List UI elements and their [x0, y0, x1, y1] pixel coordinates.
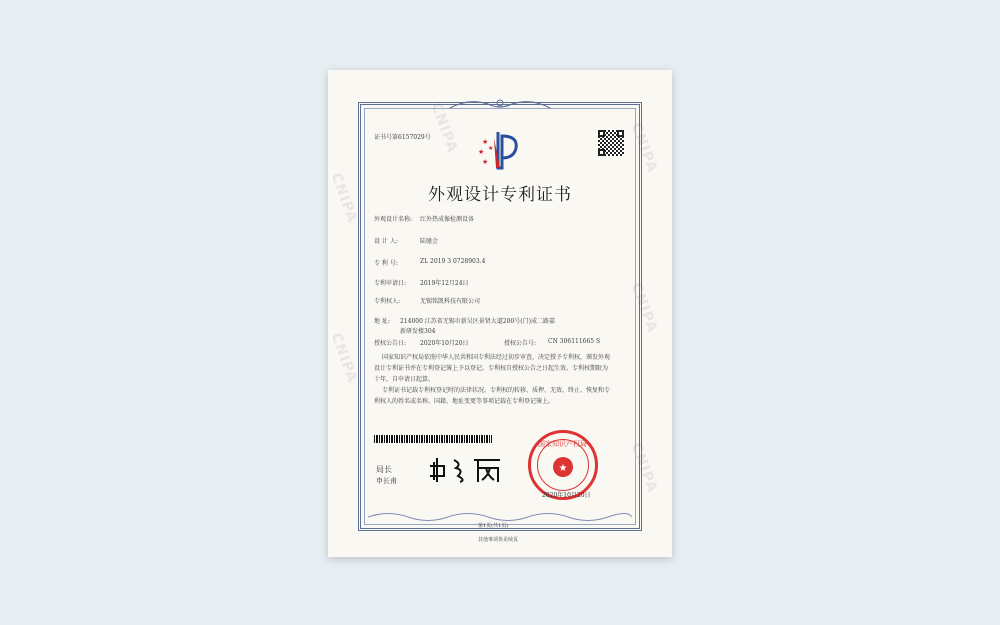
- watermark: CNIPA: [328, 170, 361, 226]
- certificate-number: 证书号第6157029号: [374, 134, 431, 141]
- body-line: 国家知识产权局依照中华人民共和国专利法经过初步审查，决定授予专利权，颁发外观: [382, 354, 611, 361]
- footer-note: 其他事项参见续页: [478, 537, 519, 543]
- svg-text:★: ★: [558, 463, 568, 474]
- field-label: 外观设计名称:: [374, 216, 413, 223]
- field-label: 专 利 号:: [374, 260, 398, 267]
- body-line: 利权人的姓名或名称、国籍、地址变更等事项记载在专利登记簿上。: [374, 398, 555, 405]
- seal-text: 国家知识产权局: [538, 440, 587, 448]
- field-value: ZL 2019 3 0728903.4: [420, 258, 486, 265]
- field-value: 2020年10月20日: [420, 340, 469, 347]
- field-label: 专利申请日:: [374, 280, 407, 287]
- field-value: CN 306111665 S: [548, 338, 601, 345]
- field-label: 地 址:: [374, 318, 390, 325]
- field-label: 授权公告日:: [374, 340, 407, 347]
- field-label: 设 计 人:: [374, 238, 398, 245]
- watermark: CNIPA: [328, 330, 361, 386]
- certificate-paper: [328, 70, 672, 557]
- field-value: 214000 江苏省无锡市新吴区景贤大道200号(门)成二路嘉: [400, 318, 555, 325]
- watermark: CNIPA: [627, 280, 661, 336]
- director-signature: [428, 454, 504, 484]
- svg-text:★: ★: [478, 148, 485, 156]
- field-value: 陆驰会: [420, 238, 439, 245]
- field-value: 新研发楼304: [400, 328, 436, 335]
- field-value: 无锡铭凯科技有限公司: [420, 298, 481, 305]
- body-line: 专利证书记载专利权登记时的法律状况。专利权的转移、质押、无效、终止、恢复和专: [382, 387, 611, 394]
- field-value: 2019年12月24日: [420, 280, 469, 287]
- cnipa-logo: [476, 128, 524, 170]
- svg-text:★: ★: [482, 138, 489, 146]
- page-number: 第1页(共1页): [478, 523, 509, 529]
- svg-text:★: ★: [488, 145, 494, 152]
- watermark: CNIPA: [627, 440, 661, 496]
- body-line: 设计专利证书并在专利登记簿上予以登记。专利权自授权公告之日起生效。专利权期限为: [374, 365, 609, 372]
- watermark: CNIPA: [427, 100, 461, 156]
- barcode: [374, 435, 492, 443]
- body-line: 十年，自申请日起算。: [374, 376, 435, 383]
- qr-code: [598, 130, 624, 156]
- svg-text:★: ★: [482, 158, 489, 166]
- director-title: 局长: [376, 465, 392, 474]
- seal-date: 2020年10月20日: [542, 492, 591, 499]
- watermark: CNIPA: [627, 120, 661, 176]
- field-value: 红外热成像检测设备: [420, 216, 475, 223]
- field-label: 专利权人:: [374, 298, 401, 305]
- director-name: 申长甫: [376, 477, 397, 485]
- top-ornament: [448, 98, 552, 110]
- field-label: 授权公告号:: [504, 340, 537, 347]
- certificate-title: 外观设计专利证书: [428, 185, 572, 205]
